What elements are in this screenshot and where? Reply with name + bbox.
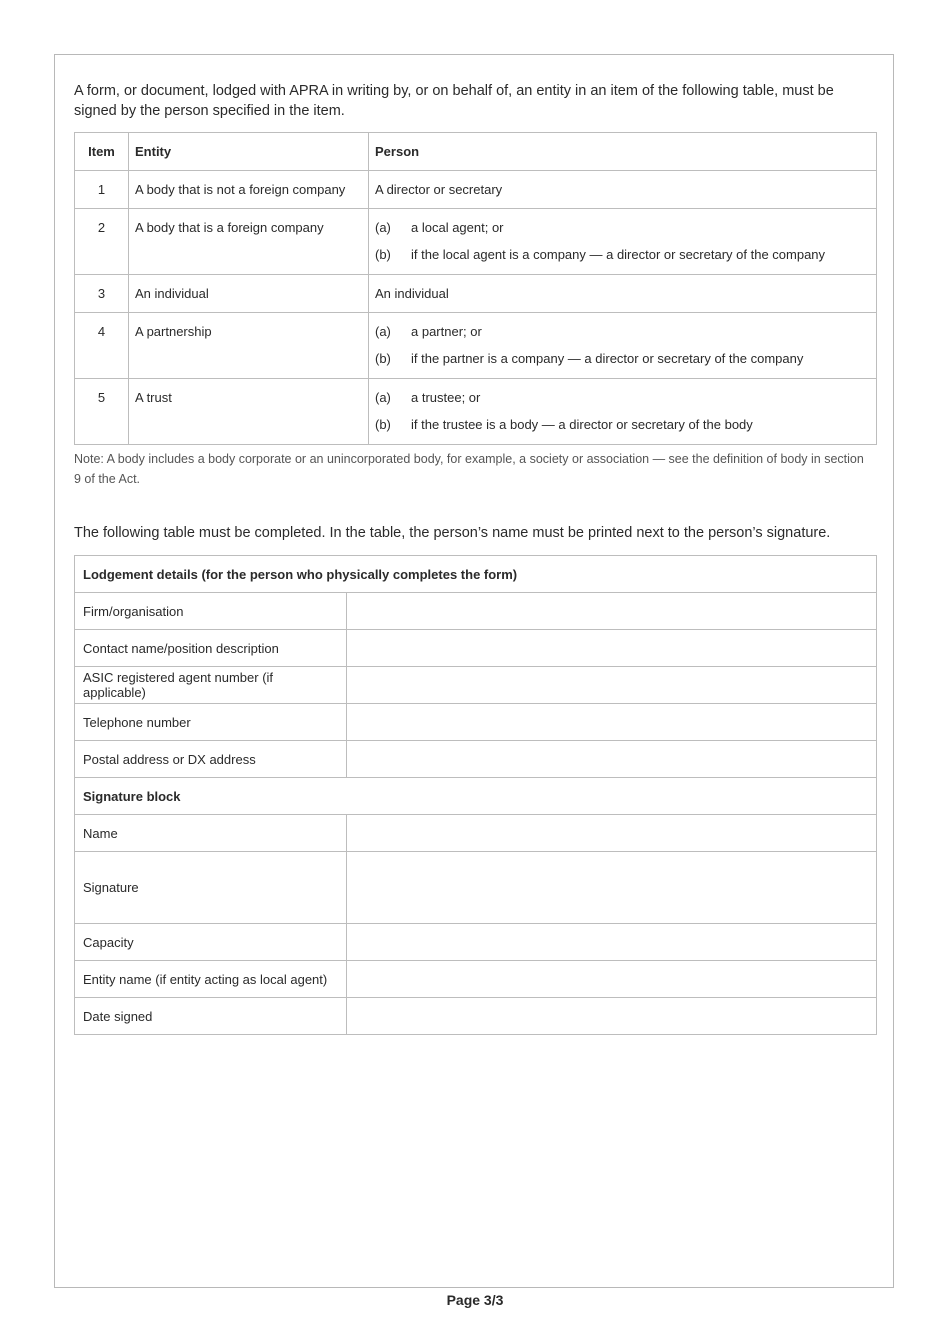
section-row: [75, 556, 877, 593]
lodgement-signature-table: [74, 555, 877, 1035]
entity-cell: A body that is not a foreign company: [129, 171, 369, 209]
section-row: [75, 778, 877, 815]
table-row: [75, 379, 877, 445]
table-row: [75, 209, 877, 275]
person-option: [375, 417, 870, 432]
table-header-row: [75, 133, 877, 171]
firm-field[interactable]: [347, 593, 877, 630]
table-row: [75, 171, 877, 209]
option-text: a trustee; or: [411, 390, 481, 405]
form-row: [75, 741, 877, 778]
capacity-field[interactable]: [347, 924, 877, 961]
person-cell: A director or secretary: [369, 171, 877, 209]
item-number: 4: [75, 313, 129, 379]
person-option: [375, 220, 870, 235]
body-definition-note: Note: A body includes a body corporate or an unincorporated body, for example, a society or association — see the definition of body in section 9 of the Act.: [74, 452, 864, 486]
entity-cell: A body that is a foreign company: [129, 209, 369, 275]
option-label: (b): [375, 417, 391, 432]
item-number: 1: [75, 171, 129, 209]
address-field[interactable]: [347, 741, 877, 778]
signature-block-heading: Signature block: [75, 778, 877, 815]
header-person: Person: [369, 133, 877, 171]
table-row: [75, 275, 877, 313]
form-row: [75, 593, 877, 630]
telephone-label: Telephone number: [75, 704, 347, 741]
capacity-label: Capacity: [75, 924, 347, 961]
entity-cell: A partnership: [129, 313, 369, 379]
form-row: [75, 667, 877, 704]
asic-agent-number-label: ASIC registered agent number (if applicable): [75, 667, 347, 704]
form-row: [75, 961, 877, 998]
option-label: (b): [375, 351, 391, 366]
form-row: [75, 630, 877, 667]
header-entity: Entity: [129, 133, 369, 171]
contact-field[interactable]: [347, 630, 877, 667]
option-label: (b): [375, 247, 391, 262]
option-text: a local agent; or: [411, 220, 504, 235]
person-option: [375, 351, 870, 366]
form-row: [75, 852, 877, 924]
option-text: if the partner is a company — a director or secretary of the company: [411, 351, 804, 366]
option-label: (a): [375, 390, 391, 405]
header-item: Item: [75, 133, 129, 171]
page-number: Page 3/3: [446, 1292, 504, 1308]
lodgement-details-heading: Lodgement details (for the person who physically completes the form): [75, 556, 877, 593]
entity-cell: An individual: [129, 275, 369, 313]
person-option: [375, 390, 870, 405]
entity-name-label: Entity name (if entity acting as local agent): [75, 961, 347, 998]
telephone-field[interactable]: [347, 704, 877, 741]
table-row: [75, 313, 877, 379]
form-row: [75, 998, 877, 1035]
completion-instruction: The following table must be completed. In the table, the person’s name must be printed next to the person’s signature.: [74, 525, 831, 541]
entity-name-field[interactable]: [347, 961, 877, 998]
contact-label: Contact name/position description: [75, 630, 347, 667]
person-cell: [369, 379, 877, 445]
option-text: if the local agent is a company — a director or secretary of the company: [411, 247, 826, 262]
item-number: 5: [75, 379, 129, 445]
date-signed-label: Date signed: [75, 998, 347, 1035]
form-row: [75, 924, 877, 961]
signature-field[interactable]: [347, 852, 877, 924]
option-text: if the trustee is a body — a director or secretary of the body: [411, 417, 753, 432]
item-number: 3: [75, 275, 129, 313]
form-row: [75, 704, 877, 741]
form-row: [75, 815, 877, 852]
name-label: Name: [75, 815, 347, 852]
person-option: [375, 324, 870, 339]
date-signed-field[interactable]: [347, 998, 877, 1035]
intro-text: A form, or document, lodged with APRA in writing by, or on behalf of, an entity in an item of the following table, must be signed by the person specified in the item.: [74, 83, 834, 119]
signatory-table: [74, 132, 877, 445]
option-label: (a): [375, 324, 391, 339]
name-field[interactable]: [347, 815, 877, 852]
person-option: [375, 247, 870, 262]
asic-agent-number-field[interactable]: [347, 667, 877, 704]
person-cell: [369, 209, 877, 275]
option-text: a partner; or: [411, 324, 482, 339]
address-label: Postal address or DX address: [75, 741, 347, 778]
person-cell: An individual: [369, 275, 877, 313]
option-label: (a): [375, 220, 391, 235]
firm-label: Firm/organisation: [75, 593, 347, 630]
person-cell: [369, 313, 877, 379]
entity-cell: A trust: [129, 379, 369, 445]
item-number: 2: [75, 209, 129, 275]
signature-label: Signature: [75, 852, 347, 924]
